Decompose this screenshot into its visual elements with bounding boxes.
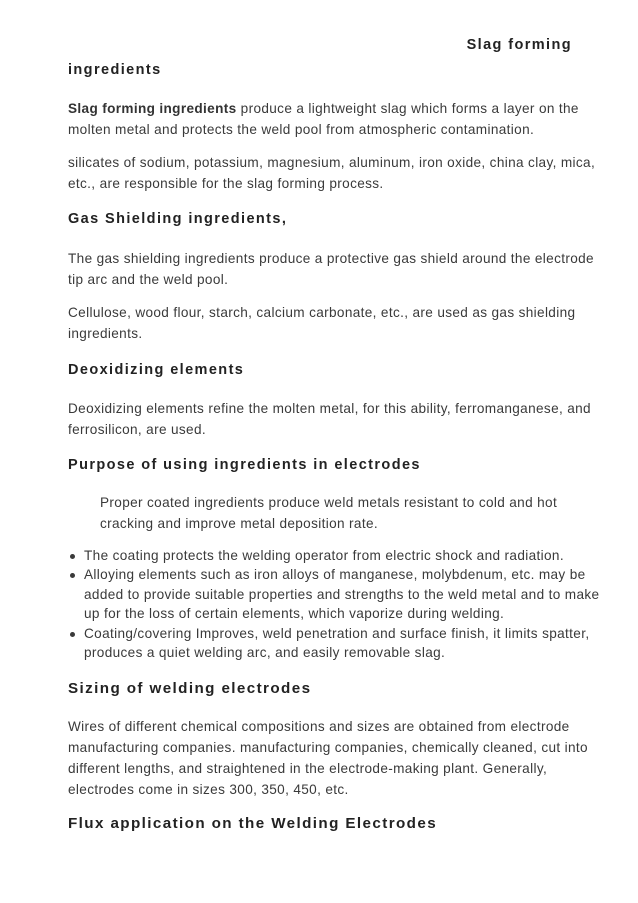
bullet-icon: [70, 632, 75, 637]
slag-paragraph-1: [68, 98, 596, 140]
heading-deoxidizing: Deoxidizing elements: [68, 362, 245, 378]
slag-paragraph-2: silicates of sodium, potassium, magnesium, aluminum, iron oxide, china clay, mica, etc., are responsible for the slag forming process.: [68, 155, 596, 191]
bullet-icon: [70, 573, 75, 578]
list-item-text: The coating protects the welding operator from electric shock and radiation.: [84, 548, 564, 563]
heading-slag-forming-part1: Slag forming: [466, 37, 572, 53]
gas-paragraph-2: Cellulose, wood flour, starch, calcium carbonate, etc., are used as gas shielding ingredients.: [68, 305, 576, 341]
heading-sizing: Sizing of welding electrodes: [68, 680, 312, 697]
bullet-icon: [70, 554, 75, 559]
sizing-paragraph: Wires of different chemical compositions and sizes are obtained from electrode manufacturing companies. manufacturing companies, chemically cleaned, cut into different lengths, and straightened in the electrode-making plant. Generally, electrodes come in sizes 300, 350, 450, etc.: [68, 719, 588, 797]
list-item: [84, 565, 614, 623]
purpose-indented-paragraph: Proper coated ingredients produce weld metals resistant to cold and hot cracking and improve metal deposition rate.: [100, 495, 558, 531]
purpose-bullet-list: [68, 546, 614, 662]
deoxidizing-paragraph: Deoxidizing elements refine the molten metal, for this ability, ferromanganese, and ferrosilicon, are used.: [68, 401, 591, 437]
heading-purpose: Purpose of using ingredients in electrodes: [68, 457, 421, 473]
list-item-text: Coating/covering Improves, weld penetration and surface finish, it limits spatter, produces a quiet welding arc, and easily removable slag.: [84, 625, 590, 661]
list-item-text: Alloying elements such as iron alloys of manganese, molybdenum, etc. may be added to provide suitable properties and strengths to the weld metal and to make up for the loss of certain elements, which vaporize during welding.: [84, 567, 600, 622]
list-item: [84, 546, 614, 565]
heading-gas-shielding: Gas Shielding ingredients,: [68, 211, 288, 227]
gas-paragraph-1: The gas shielding ingredients produce a protective gas shield around the electrode tip arc and the weld pool.: [68, 251, 594, 287]
slag-paragraph-1-text: produce a lightweight slag which forms a layer on the molten metal and protects the weld pool from atmospheric contamination.: [68, 101, 579, 137]
heading-slag-forming-part2: ingredients: [68, 62, 162, 78]
slag-paragraph-1-bold: Slag forming ingredients: [68, 101, 237, 116]
heading-flux-application: Flux application on the Welding Electrodes: [68, 815, 438, 832]
list-item: [84, 624, 614, 663]
